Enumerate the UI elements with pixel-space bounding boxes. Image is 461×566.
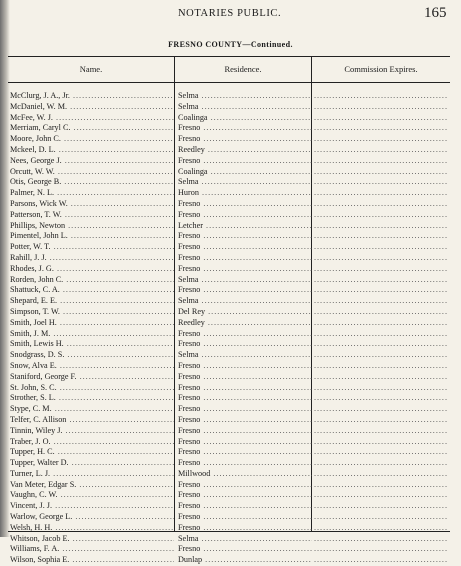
name-cell: Merriam, Caryl C. .....: [10, 123, 174, 134]
expires-cell: [314, 512, 448, 523]
residence-cell: Fresno .....: [178, 426, 312, 437]
expires-cell: [314, 372, 448, 383]
table-row: [8, 285, 450, 296]
table-row: [8, 437, 450, 448]
expires-cell: [314, 210, 448, 221]
table-row: [8, 523, 450, 534]
name-cell: Tupper, H. C. .....: [10, 447, 174, 458]
residence-cell: Fresno .....: [178, 501, 312, 512]
residence-cell: Fresno .....: [178, 231, 312, 242]
table-row: [8, 134, 450, 145]
name-cell: Otis, George B. .....: [10, 177, 174, 188]
residence-cell: Fresno .....: [178, 253, 312, 264]
name-cell: McClurg, J. A., Jr. .....: [10, 91, 174, 102]
expires-cell: [314, 145, 448, 156]
residence-cell: Selma .....: [178, 91, 312, 102]
residence-cell: Selma .....: [178, 296, 312, 307]
name-cell: Patterson, T. W. .....: [10, 210, 174, 221]
name-cell: Warlow, George L. .....: [10, 512, 174, 523]
name-cell: Wilson, Sophia E. .....: [10, 555, 174, 566]
expires-cell: [314, 339, 448, 350]
residence-cell: Fresno .....: [178, 458, 312, 469]
table-row: [8, 167, 450, 178]
expires-cell: [314, 534, 448, 545]
name-cell: Rorden, John C. .....: [10, 275, 174, 286]
expires-cell: [314, 544, 448, 555]
name-cell: Smith, Joel H. .....: [10, 318, 174, 329]
table-row: [8, 221, 450, 232]
residence-cell: Fresno .....: [178, 404, 312, 415]
column-header-residence: Residence.: [224, 64, 262, 74]
residence-cell: Fresno .....: [178, 339, 312, 350]
column-header-expires: Commission Expires.: [344, 64, 418, 74]
table-row: [8, 350, 450, 361]
residence-cell: Fresno .....: [178, 480, 312, 491]
residence-cell: Fresno .....: [178, 199, 312, 210]
table-row: [8, 318, 450, 329]
name-cell: Shepard, E. E. .....: [10, 296, 174, 307]
residence-cell: Fresno .....: [178, 447, 312, 458]
table-row: [8, 555, 450, 566]
residence-cell: Millwood .....: [178, 469, 312, 480]
table-row: [8, 275, 450, 286]
table-row: [8, 242, 450, 253]
expires-cell: [314, 447, 448, 458]
expires-cell: [314, 296, 448, 307]
expires-cell: [314, 426, 448, 437]
expires-cell: [314, 199, 448, 210]
expires-cell: [314, 275, 448, 286]
table-row: [8, 361, 450, 372]
table-row: [8, 253, 450, 264]
expires-cell: [314, 523, 448, 534]
table-row: [8, 91, 450, 102]
expires-cell: [314, 231, 448, 242]
expires-cell: [314, 329, 448, 340]
expires-cell: [314, 318, 448, 329]
name-cell: Palmer, N. L. .....: [10, 188, 174, 199]
page-number: 165: [424, 5, 447, 21]
expires-cell: [314, 242, 448, 253]
table-row: [8, 113, 450, 124]
expires-cell: [314, 501, 448, 512]
expires-cell: [314, 253, 448, 264]
expires-cell: [314, 361, 448, 372]
name-cell: Stype, C. M. .....: [10, 404, 174, 415]
expires-cell: [314, 102, 448, 113]
name-cell: Shattuck, C. A. .....: [10, 285, 174, 296]
table-row: [8, 490, 450, 501]
residence-cell: Fresno .....: [178, 123, 312, 134]
residence-cell: Selma .....: [178, 350, 312, 361]
expires-cell: [314, 393, 448, 404]
expires-cell: [314, 404, 448, 415]
name-cell: Rahill, J. J. .....: [10, 253, 174, 264]
table-row: [8, 188, 450, 199]
name-cell: Tinnin, Wiley J. .....: [10, 426, 174, 437]
residence-cell: Fresno .....: [178, 134, 312, 145]
expires-cell: [314, 134, 448, 145]
table-row: [8, 512, 450, 523]
table-row: [8, 383, 450, 394]
name-cell: Rhodes, J. G. .....: [10, 264, 174, 275]
residence-cell: Fresno .....: [178, 242, 312, 253]
residence-cell: Fresno .....: [178, 372, 312, 383]
name-cell: McDaniel, W. M. .....: [10, 102, 174, 113]
residence-cell: Fresno .....: [178, 264, 312, 275]
expires-cell: [314, 458, 448, 469]
table-row: [8, 145, 450, 156]
table-row: [8, 296, 450, 307]
residence-cell: Del Rey .....: [178, 307, 312, 318]
header-rule: [8, 82, 450, 83]
expires-cell: [314, 383, 448, 394]
residence-cell: Fresno .....: [178, 329, 312, 340]
name-cell: Potter, W. T. .....: [10, 242, 174, 253]
residence-cell: Huron .....: [178, 188, 312, 199]
table-row: [8, 393, 450, 404]
table-row: [8, 480, 450, 491]
expires-cell: [314, 156, 448, 167]
name-cell: Tupper, Walter D. .....: [10, 458, 174, 469]
expires-cell: [314, 123, 448, 134]
name-cell: Snodgrass, D. S. .....: [10, 350, 174, 361]
expires-cell: [314, 188, 448, 199]
table-row: [8, 339, 450, 350]
residence-cell: Fresno .....: [178, 156, 312, 167]
table-row: [8, 372, 450, 383]
name-cell: Nees, George J. .....: [10, 156, 174, 167]
name-cell: Orcutt, W. W. .....: [10, 167, 174, 178]
table-row: [8, 447, 450, 458]
running-head: NOTARIES PUBLIC.: [178, 8, 282, 19]
name-cell: Whitson, Jacob E. .....: [10, 534, 174, 545]
name-cell: St. John, S. C. .....: [10, 383, 174, 394]
residence-cell: Fresno .....: [178, 361, 312, 372]
name-cell: Moore, John C. .....: [10, 134, 174, 145]
table-row: [8, 199, 450, 210]
expires-cell: [314, 285, 448, 296]
expires-cell: [314, 221, 448, 232]
name-cell: Mckeel, D. L. .....: [10, 145, 174, 156]
name-cell: Smith, Lewis H. .....: [10, 339, 174, 350]
expires-cell: [314, 490, 448, 501]
expires-cell: [314, 307, 448, 318]
table-row: [8, 307, 450, 318]
table-row: [8, 123, 450, 134]
residence-cell: Fresno .....: [178, 285, 312, 296]
residence-cell: Fresno .....: [178, 393, 312, 404]
name-cell: Strother, S. L. .....: [10, 393, 174, 404]
residence-cell: Fresno .....: [178, 415, 312, 426]
name-cell: Staniford, George F. .....: [10, 372, 174, 383]
residence-cell: Selma .....: [178, 102, 312, 113]
table-row: [8, 534, 450, 545]
name-cell: Parsons, Wick W. .....: [10, 199, 174, 210]
expires-cell: [314, 469, 448, 480]
name-cell: Phillips, Newton .....: [10, 221, 174, 232]
table-row: [8, 156, 450, 167]
residence-cell: Selma .....: [178, 177, 312, 188]
table-row: [8, 544, 450, 555]
residence-cell: Reedley .....: [178, 145, 312, 156]
expires-cell: [314, 91, 448, 102]
column-header-name: Name.: [79, 64, 103, 74]
residence-cell: Dunlap .....: [178, 555, 312, 566]
expires-cell: [314, 437, 448, 448]
name-cell: Vincent, J. J. .....: [10, 501, 174, 512]
table-row: [8, 426, 450, 437]
notaries-table: [8, 56, 450, 565]
name-cell: Vaughn, C. W. .....: [10, 490, 174, 501]
expires-cell: [314, 167, 448, 178]
name-cell: Traber, J. O. .....: [10, 437, 174, 448]
expires-cell: [314, 177, 448, 188]
expires-cell: [314, 264, 448, 275]
name-cell: Pimentel, John L. .....: [10, 231, 174, 242]
table-body: [8, 91, 450, 566]
residence-cell: Letcher .....: [178, 221, 312, 232]
name-cell: Turner, L. J. .....: [10, 469, 174, 480]
name-cell: Smith, J. M. .....: [10, 329, 174, 340]
table-row: [8, 404, 450, 415]
table-row: [8, 458, 450, 469]
table-row: [8, 264, 450, 275]
residence-cell: Fresno .....: [178, 523, 312, 534]
residence-cell: Fresno .....: [178, 512, 312, 523]
table-row: [8, 415, 450, 426]
residence-cell: Fresno .....: [178, 437, 312, 448]
table-row: [8, 469, 450, 480]
name-cell: Van Meter, Edgar S. .....: [10, 480, 174, 491]
name-cell: Snow, Alva E. .....: [10, 361, 174, 372]
residence-cell: Fresno .....: [178, 210, 312, 221]
table-row: [8, 210, 450, 221]
expires-cell: [314, 113, 448, 124]
expires-cell: [314, 350, 448, 361]
section-title: FRESNO COUNTY—Continued.: [168, 40, 293, 49]
name-cell: Telfer, C. Allison .....: [10, 415, 174, 426]
expires-cell: [314, 480, 448, 491]
table-row: [8, 177, 450, 188]
residence-cell: Fresno .....: [178, 544, 312, 555]
table-row: [8, 102, 450, 113]
table-row: [8, 329, 450, 340]
name-cell: Simpson, T. W. .....: [10, 307, 174, 318]
table-row: [8, 231, 450, 242]
name-cell: Welsh, H. H. .....: [10, 523, 174, 534]
expires-cell: [314, 415, 448, 426]
name-cell: McFee, W. J. .....: [10, 113, 174, 124]
residence-cell: Coalinga .....: [178, 167, 312, 178]
residence-cell: Reedley .....: [178, 318, 312, 329]
residence-cell: Coalinga .....: [178, 113, 312, 124]
residence-cell: Selma .....: [178, 534, 312, 545]
name-cell: Williams, F. A. .....: [10, 544, 174, 555]
residence-cell: Selma .....: [178, 275, 312, 286]
expires-cell: [314, 555, 448, 566]
residence-cell: Fresno .....: [178, 490, 312, 501]
table-row: [8, 501, 450, 512]
residence-cell: Fresno .....: [178, 383, 312, 394]
